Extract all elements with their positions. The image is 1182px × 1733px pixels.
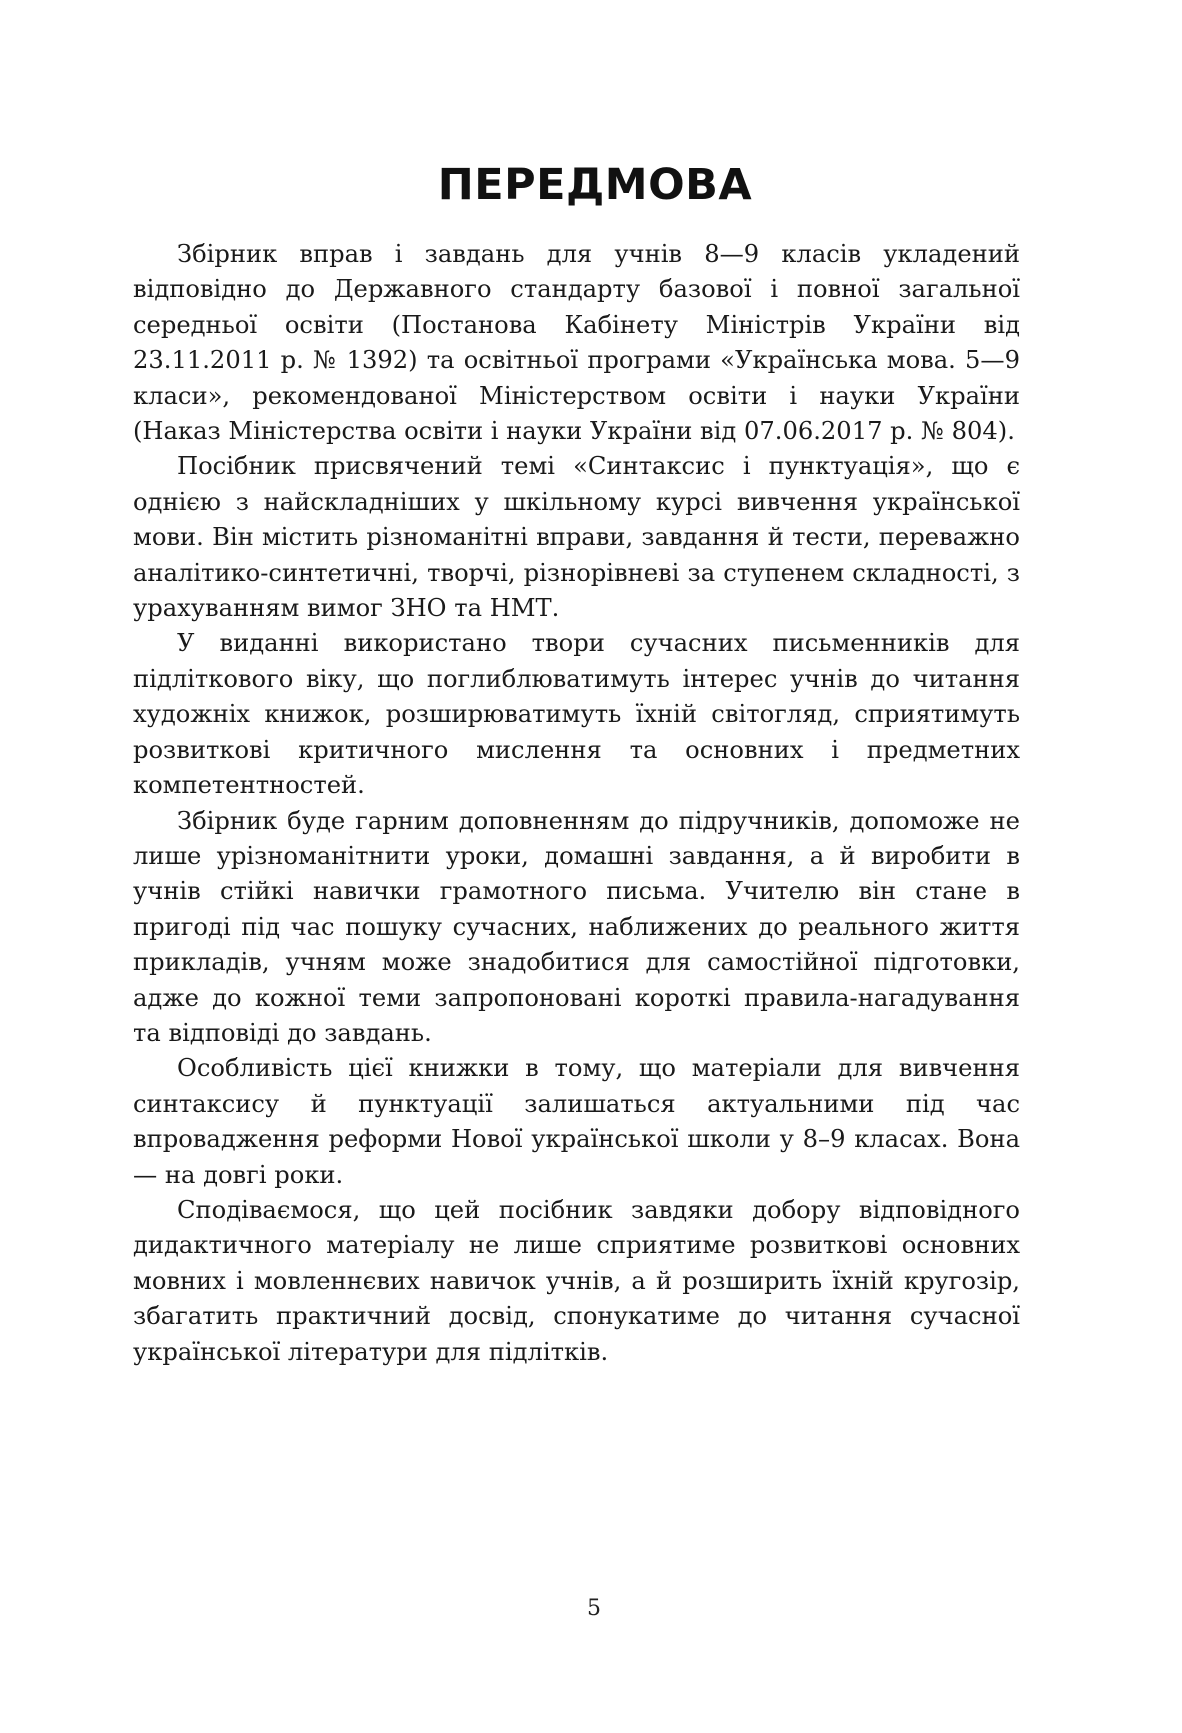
preface-body: [133, 237, 1020, 1370]
page-title: ПЕРЕДМОВА: [437, 160, 753, 210]
page-number: 5: [587, 1596, 601, 1621]
paragraph-5: Особливість цієї книжки в тому, що матеріали для вивчення синтаксису й пунктуації залишаться актуальними під час впровадження реформи Нової української школи у 8–9 класах. Вона — на довгі роки.: [133, 1054, 1020, 1189]
paragraph-4: Збірник буде гарним доповненням до підручників, допоможе не лише урізноманітнити уроки, домашні завдання, а й виробити в учнів стійкі навички грамотного письма. Учителю він стане в пригоді під час пошуку сучасних, наближених до реального життя прикладів, учням може знадобитися для самостійної підготовки, адже до кожної теми запропоновані короткі правила-нагадування та відповіді до завдань.: [133, 806, 1020, 1047]
paragraph-2: Посібник присвячений темі «Синтаксис і пунктуація», що є однією з найскладніших у шкільному курсі вивчення української мови. Він містить різноманітні вправи, завдання й тести, переважно аналітико-синтетичні, творчі, різнорівневі за ступенем складності, з урахуванням вимог ЗНО та НМТ.: [133, 452, 1020, 623]
paragraph-1: Збірник вправ і завдань для учнів 8—9 класів укладений відповідно до Державного стандарту базової і повної загальної середньої освіти (Постанова Кабінету Міністрів України від 23.11.2011 р. № 1392) та освітньої програми «Українська мова. 5—9 класи», рекомендованої Міністерством освіти і науки України (Наказ Міністерства освіти і науки України від 07.06.2017 р. № 804).: [133, 240, 1020, 446]
paragraph-6: Сподіваємося, що цей посібник завдяки добору відповідного дидактичного матеріалу не лише сприятиме розвиткові основних мовних і мовленнєвих навичок учнів, а й розширить їхній кругозір, збагатить практичний досвід, спонукатиме до читання сучасної української літератури для підлітків.: [133, 1195, 1020, 1366]
paragraph-3: У виданні використано твори сучасних письменників для підліткового віку, що поглиблюватимуть інтерес учнів до читання художніх книжок, розширюватимуть їхній світогляд, сприятимуть розвиткові критичного мислення та основних і предметних компетентностей.: [133, 629, 1020, 800]
